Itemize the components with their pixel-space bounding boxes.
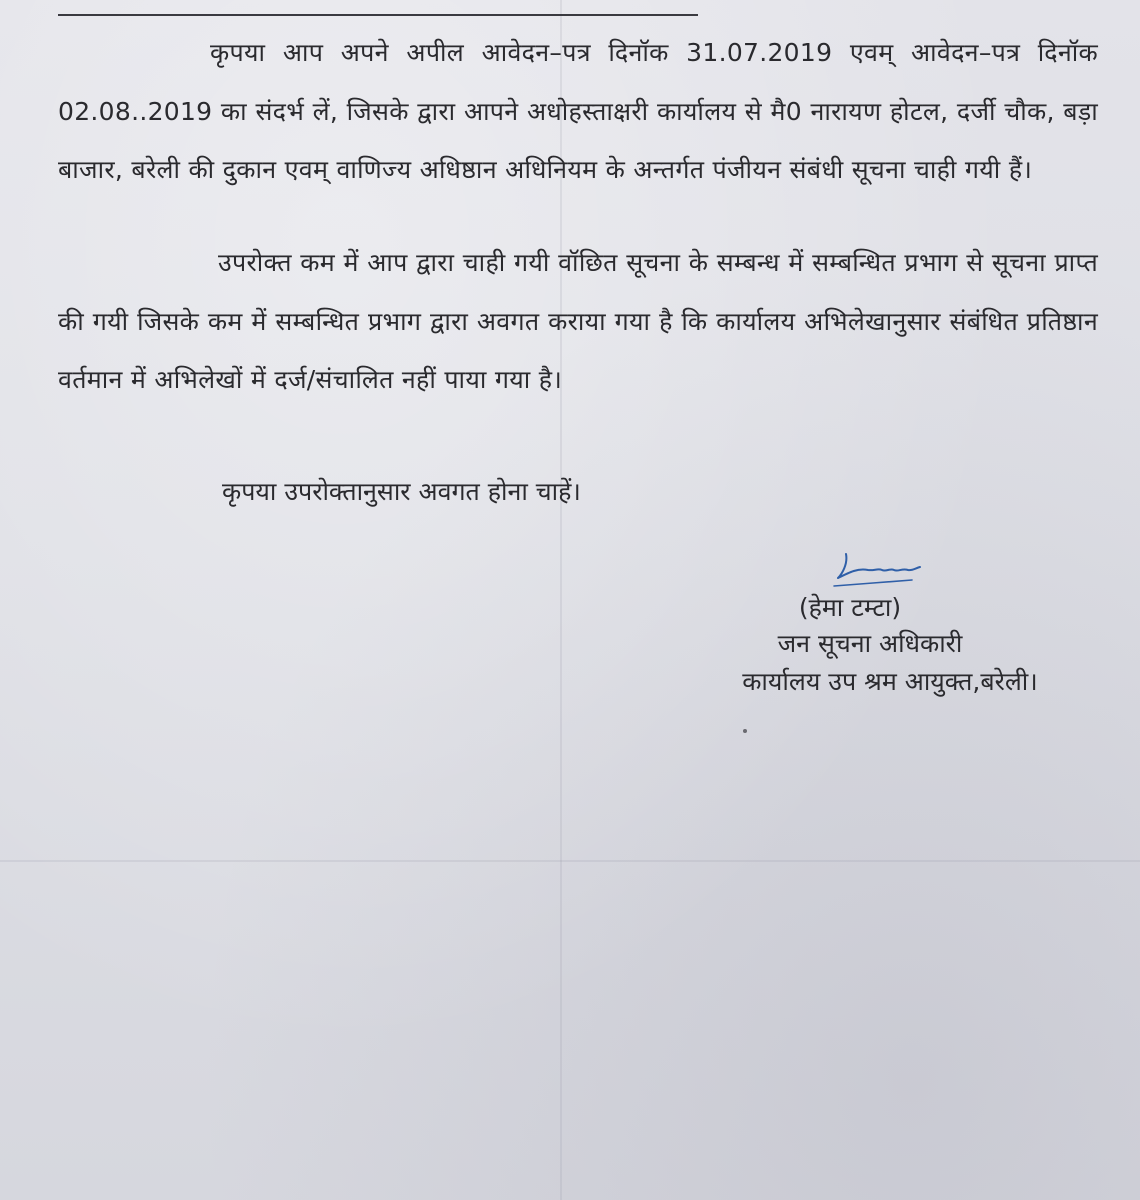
signatory-office: कार्यालय उप श्रम आयुक्त,बरेली। xyxy=(742,667,1038,696)
signatory-designation: जन सूचना अधिकारी xyxy=(777,629,963,658)
paragraph-reference: कृपया आप अपने अपील आवेदन–पत्र दिनॉक 31.07.2019 एवम् आवेदन–पत्र दिनॉक 02.08..2019 का संदर्भ लें, जिसके द्वारा आपने अधोहस्ताक्षरी कार्यालय से मै0 नारायण होटल, दर्जी चौक, बड़ा बाजार, बरेली की दुकान एवम् वाणिज्य अधिष्ठान अधिनियम के अन्तर्गत पंजीयन संबंधी सूचना चाही गयी हैं। xyxy=(58,38,1098,184)
paragraph-closing: कृपया उपरोक्तानुसार अवगत होना चाहें। xyxy=(222,477,581,506)
signatory-name: (हेमा टम्टा) xyxy=(798,593,902,622)
paragraph-response: उपरोक्त कम में आप द्वारा चाही गयी वॉछित सूचना के सम्बन्ध में सम्बन्धित प्रभाग से सूचना प्राप्त की गयी जिसके कम में सम्बन्धित प्रभाग द्वारा अवगत कराया गया है कि कार्यालय अभिलेखानुसार संबंधित प्रतिष्ठान वर्तमान में अभिलेखों में दर्ज/संचालित नहीं पाया गया है। xyxy=(58,248,1098,394)
signature-icon xyxy=(828,546,924,594)
top-divider-line xyxy=(58,14,698,16)
paper-fold-horizontal xyxy=(0,860,1140,862)
ink-dot xyxy=(742,728,748,734)
